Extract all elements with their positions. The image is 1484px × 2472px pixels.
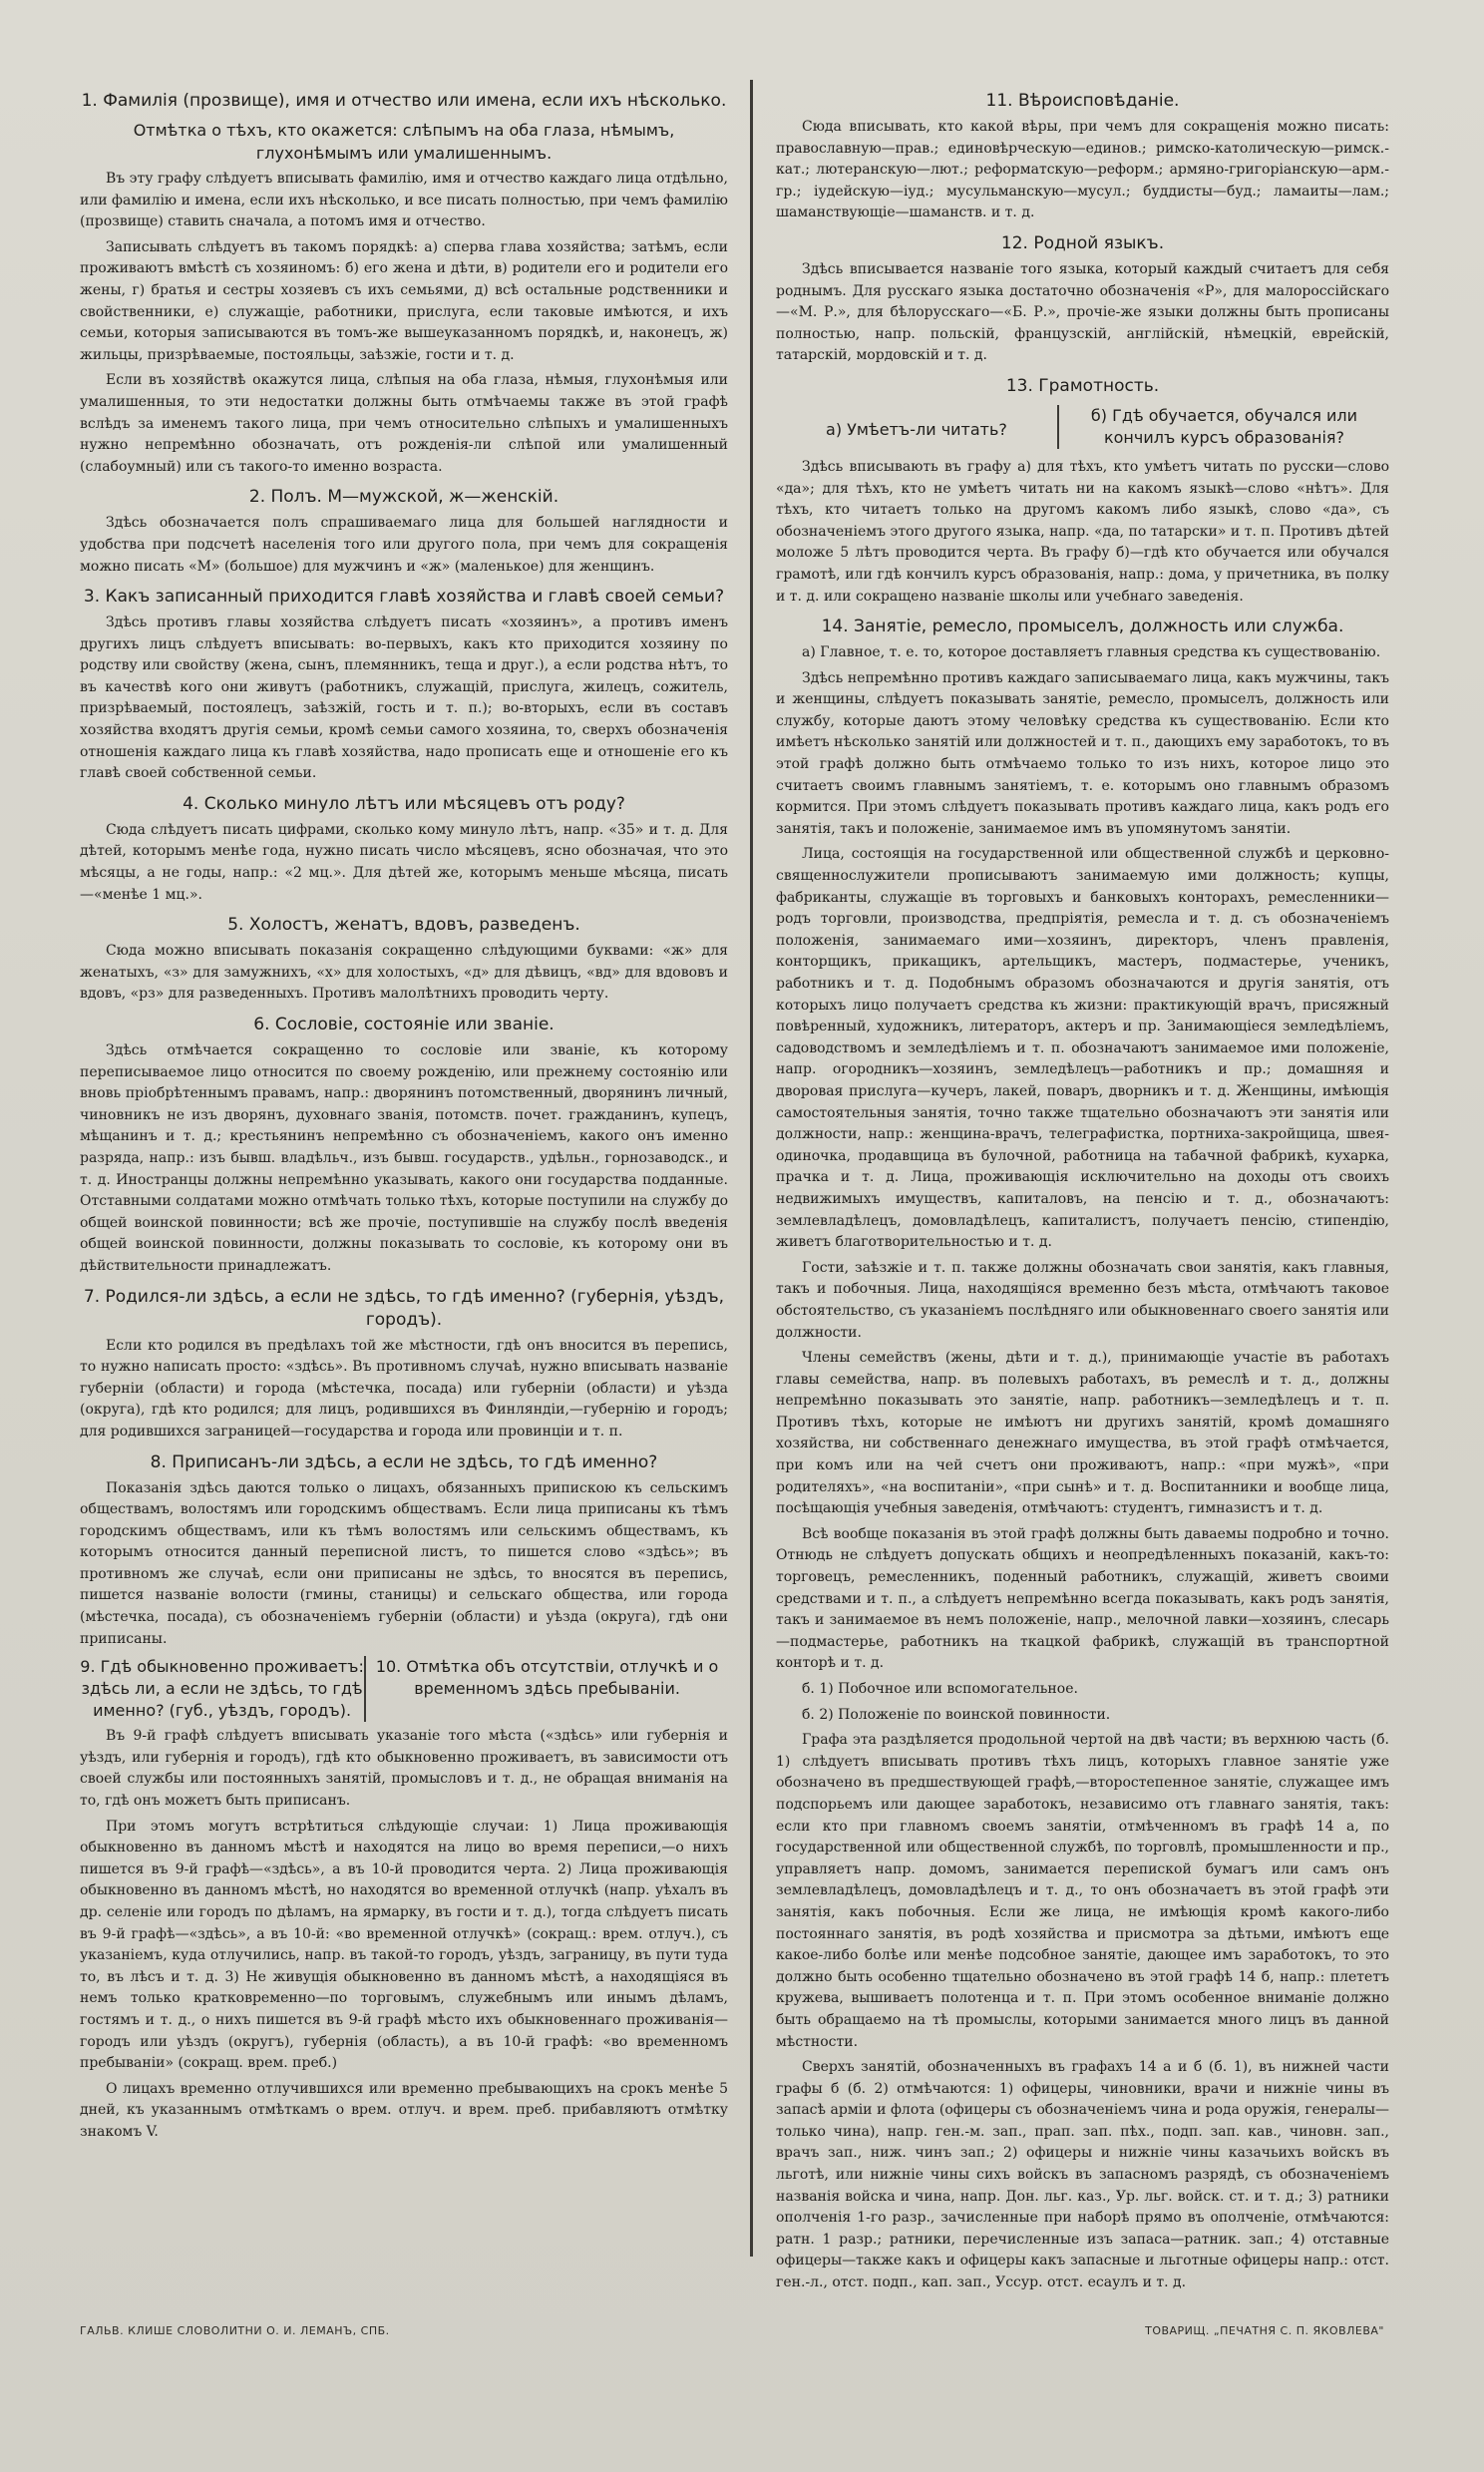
section-8-heading: 8. Приписанъ-ли здѣсь, а если не здѣсь, то гдѣ именно? bbox=[150, 1451, 658, 1472]
section-2-heading: 2. Полъ. М—мужской, ж—женскій. bbox=[248, 487, 559, 508]
left-column bbox=[80, 82, 728, 2148]
section-9-paragraph: Въ 9-й графѣ слѣдуетъ вписывать указаніе того мѣста («здѣсь» или губернія и уѣздъ, или губернія и городъ), гдѣ кто обыкновенно проживаетъ, въ зависимости отъ своей службы или постоянныхъ занятій, промысловъ и т. д., не обращая вниманія на то, гдѣ онъ можетъ быть приписанъ. bbox=[80, 1728, 728, 1810]
section-14-paragraph: Гости, заѣзжіе и т. п. также должны обозначать свои занятія, какъ главныя, такъ и побочныя. Лица, находящіяся временно безъ мѣста, отмѣчаютъ таковое обстоятельство, съ указаніемъ послѣдняго или обыкновеннаго своего занятія или должности. bbox=[776, 1259, 1389, 1341]
section-9-heading: 9. Гдѣ обыкновенно проживаетъ: здѣсь ли, а если не здѣсь, то гдѣ именно? (губ., уѣздъ, городъ). bbox=[80, 1657, 364, 1721]
section-6-heading: 6. Сословіе, состояніе или званіе. bbox=[253, 1015, 555, 1034]
section-10-heading: 10. Отмѣтка объ отсутствіи, отлучкѣ и о временномъ здѣсь пребываніи. bbox=[364, 1656, 728, 1722]
section-13b-label: б) Гдѣ обучается, обучался или кончилъ курсъ образованія? bbox=[1057, 405, 1389, 449]
section-1-subheading: Отмѣтка о тѣхъ, кто окажется: слѣпымъ на оба глаза, нѣмымъ, глухонѣмымъ или умалишеннымъ. bbox=[133, 121, 675, 163]
section-3-paragraph: Здѣсь противъ главы хозяйства слѣдуетъ писать «хозяинъ», а противъ именъ другихъ лицъ слѣдуетъ вписывать: во-первыхъ, какъ кто приходится хозяину по родству или свойству (жена, сынъ, племянникъ, теща и друг.), а если родства нѣтъ, то въ качествѣ кого они живутъ (работникъ, служащій, прислуга, жилецъ, сожитель, призрѣваемый, постоялецъ, заѣзжій, гость и т. п.); во-вторыхъ, если въ составъ хозяйства входятъ другія семьи, кромѣ семьи самого хозяина, то, сверхъ обозначенія отношенія каждаго лица къ главѣ хозяйства, надо прописать еще и отношеніе его къ главѣ своей собственной семьи. bbox=[80, 615, 728, 782]
section-11-paragraph: Сюда вписывать, кто какой вѣры, при чемъ для сокращенія можно писать: православную—прав.; единовѣрческую—единов.; римско-католическую—римск.-кат.; лютеранскую—лют.; реформатскую—реформ.; армяно-григоріанскую—арм.-гр.; іудейскую—іуд.; мусульманскую—мусул.; буддисты—буд.; ламаиты—лам.; шаманствующіе—шаманств. и т. д. bbox=[776, 119, 1389, 221]
section-14-paragraph: Члены семействъ (жены, дѣти и т. д.), принимающіе участіе въ работахъ главы семейства, напр. въ полевыхъ работахъ, въ ремеслѣ и т. д., должны непремѣнно показывать это занятіе, напр. работникъ—земледѣлецъ и т. п. Противъ тѣхъ, которые не имѣютъ ни другихъ занятій, кромѣ домашняго хозяйства, ни собственнаго денежнаго имущества, въ этой графѣ отмѣчается, при комъ или на чей счетъ они проживаютъ, напр.: «при мужѣ», «при родителяхъ», «на воспитаніи», «при сынѣ» и т. д. Воспитанники и вообще лица, посѣщающія учебныя заведенія, отмѣчаютъ: студентъ, гимназистъ и т. д. bbox=[776, 1350, 1389, 1517]
section-1-paragraph: Въ эту графу слѣдуетъ вписывать фамилію, имя и отчество каждаго лица отдѣльно, или фамилію и имена, если ихъ нѣсколько, и все писать полностью, при чемъ фамилію (прозвище) ставить сначала, а потомъ имя и отчество. bbox=[80, 171, 728, 230]
section-4-paragraph: Сюда слѣдуетъ писать цифрами, сколько кому минуло лѣтъ, напр. «35» и т. д. Для дѣтей, которымъ менѣе года, нужно писать число мѣсяцевъ, ясно обозначая, что это мѣсяцы, а не годы, напр.: «2 мц.». Для дѣтей же, которымъ меньше мѣсяца, писать—«менѣе 1 мц.». bbox=[80, 821, 728, 903]
section-3-heading: 3. Какъ записанный приходится главѣ хозяйства и главѣ своей семьи? bbox=[83, 587, 725, 608]
section-14-paragraph: Графа эта раздѣляется продольной чертой на двѣ части; въ верхнюю часть (б. 1) слѣдуетъ вписывать противъ тѣхъ лицъ, которыхъ главное занятіе уже обозначено въ предшествующей графѣ,—второстепенное занятіе, служащее имъ подспорьемъ или дающее заработокъ, независимо отъ главнаго занятія, такъ: если кто при главномъ своемъ занятіи, отмѣченномъ въ графѣ 14 а, по государственной или общественной службѣ, по торговлѣ, промышленности и пр., управляетъ напр. домомъ, занимается перепиской бумагъ или самъ онъ землевладѣлецъ, домовладѣлецъ и т. д., то онъ обозначаетъ въ этой графѣ эти занятія, какъ побочныя. Если же лица, не имѣющія кромѣ какого-либо постояннаго занятія, въ родѣ хозяйства и присмотра за дѣтьми, имѣютъ еще какое-либо болѣе или менѣе подсобное занятіе, дающее имъ заработокъ, то это должно быть особенно тщательно обозначено въ этой графѣ 14 б, напр.: плететъ кружева, вышиваетъ полотенца и т. п. При этомъ особенное вниманіе должно быть обращаемо на тѣ промыслы, которыми занимается много лицъ въ данной мѣстности. bbox=[776, 1732, 1389, 2050]
section-9-paragraph: При этомъ могутъ встрѣтиться слѣдующіе случаи: 1) Лица проживающія обыкновенно въ данномъ мѣстѣ и находятся на лицо во время переписи,—о нихъ пишется въ 9-й графѣ—«здѣсь», а въ 10-й проводится черта. 2) Лица проживающія обыкновенно въ данномъ мѣстѣ, но находятся во временной отлучкѣ (напр. уѣхалъ въ др. селеніе или городъ по дѣламъ, на ярмарку, въ гости и т. д.), тогда слѣдуетъ писать въ 9-й графѣ—«здѣсь», а въ 10-й: «во временной отлучкѣ» (сокращ.: врем. отлуч.), съ указаніемъ, куда отлучились, напр. въ такой-то городъ, уѣздъ, заграницу, въ пути тудa то, въ лѣсъ и т. д. 3) Не живущія обыкновенно въ данномъ мѣстѣ, а находящіяся въ немъ только кратковременно—по торговымъ, служебнымъ или инымъ дѣламъ, гостямъ и т. д., о нихъ пишется въ 9-й графѣ мѣсто ихъ обыкновеннаго проживанія—городъ или уѣздъ (округъ), губернія (область), а въ 10-й графѣ: «во временномъ пребываніи» (сокращ. врем. преб.) bbox=[80, 1818, 728, 2072]
section-5-paragraph: Сюда можно вписывать показанія сокращенно слѣдующими буквами: «ж» для женатыхъ, «з» для замужнихъ, «х» для холостыхъ, «д» для дѣвицъ, «вд» для вдововъ и вдовъ, «рз» для разведенныхъ. Противъ малолѣтнихъ проводить черту. bbox=[80, 943, 728, 1003]
section-7-heading: 7. Родился-ли здѣсь, а если не здѣсь, то гдѣ именно? (губернія, уѣздъ, городъ). bbox=[83, 1286, 725, 1330]
section-9-paragraph: О лицахъ временно отлучившихся или временно пребывающихъ на срокъ менѣе 5 дней, къ указаннымъ отмѣткамъ о врем. отлуч. и врем. преб. прибавляютъ отмѣтку знакомъ V. bbox=[80, 2080, 728, 2140]
section-1-paragraph: Записывать слѣдуетъ въ такомъ порядкѣ: а) сперва глава хозяйства; затѣмъ, если проживаютъ вмѣстѣ съ хозяиномъ: б) его жена и дѣти, в) родители его и родители его жены, г) братья и сестры хозяевъ съ ихъ семьями, д) всѣ остальные родственники и свойственники, е) служащіе, работники, прислуга, если таковые имѣются, и ихъ семьи, которыя записываются въ томъ-же вышеуказанномъ порядкѣ, и, наконецъ, ж) жильцы, призрѣваемые, постояльцы, заѣзжіе, гости и т. д. bbox=[80, 238, 728, 363]
section-14-paragraph: Здѣсь непремѣнно противъ каждаго записываемаго лица, какъ мужчины, такъ и женщины, слѣдуетъ показывать занятіе, ремесло, промыселъ, должность или службу, которые даютъ этому человѣку средства къ существованію. Если кто имѣетъ нѣсколько занятій или должностей и т. п., дающихъ ему заработокъ, то въ этой графѣ должно быть отмѣчаемо только то изъ нихъ, которое лицо это считаетъ своимъ главнымъ занятіемъ, т. е. которымъ оно главнымъ образомъ кормится. При этомъ слѣдуетъ показывать противъ каждаго лица, какъ родъ его занятія, такъ и положеніе, занимаемое имъ въ упомянутомъ занятіи. bbox=[776, 669, 1389, 837]
section-14-heading: 14. Занятіе, ремесло, промыселъ, должность или служба. bbox=[821, 617, 1344, 637]
section-7-paragraph: Если кто родился въ предѣлахъ той же мѣстности, гдѣ онъ вносится въ перепись, то нужно написать просто: «здѣсь». Въ противномъ случаѣ, нужно вписывать названіе губерніи (области) и города (мѣстечка, посада) или губерніи (области) и уѣзда (округа), гдѣ кто родился; для лицъ, родившихся въ Финляндіи,—губернію и городъ; для родившихся заграницей—государства и города или провинціи и т. п. bbox=[80, 1337, 728, 1440]
section-11-heading: 11. Вѣроисповѣданіе. bbox=[985, 91, 1180, 111]
section-12-heading: 12. Родной языкъ. bbox=[1000, 232, 1165, 253]
column-divider bbox=[750, 80, 753, 2257]
section-14b2-label: б. 2) Положеніе по воинской повинности. bbox=[802, 1706, 1111, 1723]
section-4-heading: 4. Сколько минуло лѣтъ или мѣсяцевъ отъ роду? bbox=[183, 793, 625, 814]
right-column bbox=[776, 82, 1389, 2298]
section-14-paragraph: Лица, состоящія на государственной или общественной службѣ и церковно-священнослужители прописываютъ занимаемую ими должность; купцы, фабриканты, служащіе въ торговыхъ и банковыхъ конторахъ, ремесленники—родъ торговли, производства, предпріятія, ремесла и т. д. съ обозначеніемъ положенія, занимаемаго ими—хозяинъ, директоръ, членъ правленія, конторщикъ, прикащикъ, артельщикъ, мастеръ, подмастерье, ученикъ, работникъ и т. д. Подобнымъ образомъ обозначаются и другія занятія, отъ которыхъ лицо получаетъ средства къ жизни: практикующій врачъ, присяжный повѣренный, художникъ, литераторъ, актеръ и пр. Занимающіеся земледѣліемъ, садоводствомъ и земледѣліемъ и т. п. обозначаютъ занимаемое ими положеніе, напр. огородникъ—хозяинъ, земледѣлецъ—работникъ и пр.; домашняя и дворовая прислуга—кучеръ, лакей, поваръ, дворникъ и т. д. Женщины, имѣющія самостоятельныя занятія, точно также тщательно обозначаютъ эти занятія или должности, напр.: женщина-врачъ, телеграфистка, портниха-закройщица, швея-одиночка, продавщица въ булочной, работница на табачной фабрикѣ, кухарка, прачка и т. д. Лица, проживающія исключительно на доходы отъ своихъ недвижимыхъ имуществъ, капиталовъ, на пенсію и т. д., обозначаютъ: землевладѣлецъ, домовладѣлецъ, капиталистъ, получаетъ пенсію, стипендію, живетъ благотворительностью и т. д. bbox=[776, 846, 1389, 1251]
section-1-heading: 1. Фамилія (прозвище), имя и отчество или имена, если ихъ нѣсколько. bbox=[81, 91, 727, 111]
section-13a-label: а) Умѣетъ-ли читать? bbox=[826, 419, 1007, 439]
section-13-split bbox=[776, 404, 1389, 449]
section-12-paragraph: Здѣсь вписывается названіе того языка, который каждый считаетъ для себя роднымъ. Для русскаго языка достаточно обозначенія «Р», для малороссійскаго—«М. Р.», для бѣлорусскаго—«Б. Р.», прочіе-же языки должны быть прописаны полностью, напр. польскій, французскій, англійскій, нѣмецкій, еврейскій, татарскій, мордовскій и т. д. bbox=[776, 260, 1389, 364]
section-13-heading: 13. Грамотность. bbox=[1005, 375, 1160, 396]
section-2-paragraph: Здѣсь обозначается полъ спрашиваемаго лица для большей наглядности и удобства при подсчетѣ населенія того или другого пола, при чемъ для сокращенія можно писать «М» (большое) для мужчинъ и «ж» (маленькое) для женщинъ. bbox=[80, 515, 728, 575]
section-14b1-label: б. 1) Побочное или вспомогательное. bbox=[802, 1681, 1078, 1697]
section-1-paragraph: Если въ хозяйствѣ окажутся лица, слѣпыя на оба глаза, нѣмыя, глухонѣмыя или умалишенныя, то эти недостатки должны быть отмѣчаемы также въ этой графѣ вслѣдъ за именемъ такого лица, при чемъ относительно слѣпыхъ и умалишенныхъ нужно непремѣнно обозначать, отъ рожденія-ли слѣпой или умалишенный (слабоумный) или съ такого-то именно возраста. bbox=[80, 372, 728, 475]
section-14a-label: а) Главное, т. е. то, которое доставляетъ главныя средства къ существованію. bbox=[802, 644, 1381, 661]
section-6-paragraph: Здѣсь отмѣчается сокращенно то сословіе или званіе, къ которому переписываемое лицо относится по своему рожденію, или прежнему состоянію или вновь пріобрѣтеннымъ правамъ, напр.: дворянинъ потомственный, дворянинъ личный, чиновникъ не изъ дворянъ, духовнаго званія, потомств. почет. гражданинъ, купецъ, мѣщанинъ и т. д.; крестьянинъ непремѣнно съ обозначеніемъ, какого онъ именно разряда, напр.: изъ бывш. владѣльч., изъ бывш. государств., удѣльн., горнозаводск., и т. д. Иностранцы должны непремѣнно указывать, какого они государства подданные. Отставными солдатами можно отмѣчать только тѣхъ, которые поступили на службу до общей воинской повинности; всѣ же прочіе, поступившіе на службу послѣ введенія общей воинской повинности, должны показывать то сословіе, къ которому они въ дѣйствительности принадлежатъ. bbox=[80, 1042, 728, 1274]
sections-9-10-header bbox=[80, 1656, 728, 1722]
section-13-paragraph: Здѣсь вписывають въ графу а) для тѣхъ, кто умѣетъ читать по русски—слово «да»; для тѣхъ, кто не умѣетъ читать ни на какомъ языкѣ—слово «нѣтъ». Для тѣхъ, кто читаетъ только на другомъ какомъ либо языкѣ, слово «да», съ обозначеніемъ этого другого языка, напр. «да, по татарски» и т. п. Противъ дѣтей моложе 5 лѣтъ проводится черта. Въ графу б)—гдѣ кто обучается или обучался грамотѣ, или гдѣ кончилъ курсъ образованія, напр.: дома, у причетника, въ полку и т. д. или сокращено названіе школы или учебнаго заведенія. bbox=[776, 458, 1389, 605]
footer-printer-right: ТОВАРИЩ. „ПЕЧАТНЯ С. П. ЯКОВЛЕВА" bbox=[1145, 2324, 1384, 2337]
footer-printer-left: ГАЛЬВ. КЛИШЕ СЛОВОЛИТНИ О. И. ЛЕМАНЪ, СПБ. bbox=[80, 2324, 390, 2337]
section-5-heading: 5. Холостъ, женатъ, вдовъ, разведенъ. bbox=[227, 915, 580, 936]
section-14-paragraph: Сверхъ занятій, обозначенныхъ въ графахъ 14 а и б (б. 1), въ нижней части графы б (б. 2) отмѣчаются: 1) офицеры, чиновники, врачи и нижніе чины въ запасѣ арміи и флота (офицеры съ обозначеніемъ чина и рода оружія, генералы—только чина), напр. ген.-м. зап., прап. зап. пѣх., подп. зап. кав., чиновн. зап., врачъ зап., ниж. чинъ зап.; 2) офицеры и нижніе чины казачьихъ войскъ въ льготѣ, или нижніе чины сихъ войскъ въ запасномъ разрядѣ, съ обозначеніемъ названія войска и чина, напр. Дон. льг. каз., Ур. льг. войск. ст. и т. д.; 3) ратники ополченія 1-го разр., зачисленные при наборѣ прямо въ ополченіе, отмѣчаются: ратн. 1 разр.; ратники, перечисленные изъ запаса—ратник. зап.; 4) отставные офицеры—также какъ и офицеры какъ запасные и льготные офицеры напр.: отст. ген.-л., отст. подп., кап. зап., Уссур. отст. есаулъ и т. д. bbox=[776, 2059, 1389, 2291]
section-14-paragraph: Всѣ вообще показанія въ этой графѣ должны быть даваемы подробно и точно. Отнюдь не слѣдуетъ допускать общихъ и неопредѣленныхъ показаній, какъ-то: торговецъ, ремесленникъ, поденный работникъ, служащій, живетъ своими средствами и т. п., а слѣдуетъ непремѣнно всегда показывать, какъ родъ занятія, такъ и занимаемое въ немъ положеніе, напр., мелочной лавки—хозяинъ, слесарь—подмастерье, работникъ на ткацкой фабрикѣ, служащій въ транспортной конторѣ и т. д. bbox=[776, 1525, 1389, 1672]
section-8-paragraph: Показанія здѣсь даются только о лицахъ, обязанныхъ припискою къ сельскимъ обществамъ, волостямъ или городскимъ обществамъ. Если лица приписаны къ тѣмъ городскимъ обществамъ, или къ тѣмъ волостямъ или сельскимъ обществамъ, къ которымъ относится данный переписной листъ, то пишется слово «здѣсь»; въ противномъ же случаѣ, если они приписаны не здѣсь, то вносятся въ перепись, пишется названіе волости (гмины, станицы) и сельскаго общества, или города (мѣстечка, посада), съ обозначеніемъ губерніи (области) и уѣзда (округа), гдѣ они приписаны. bbox=[80, 1479, 728, 1647]
